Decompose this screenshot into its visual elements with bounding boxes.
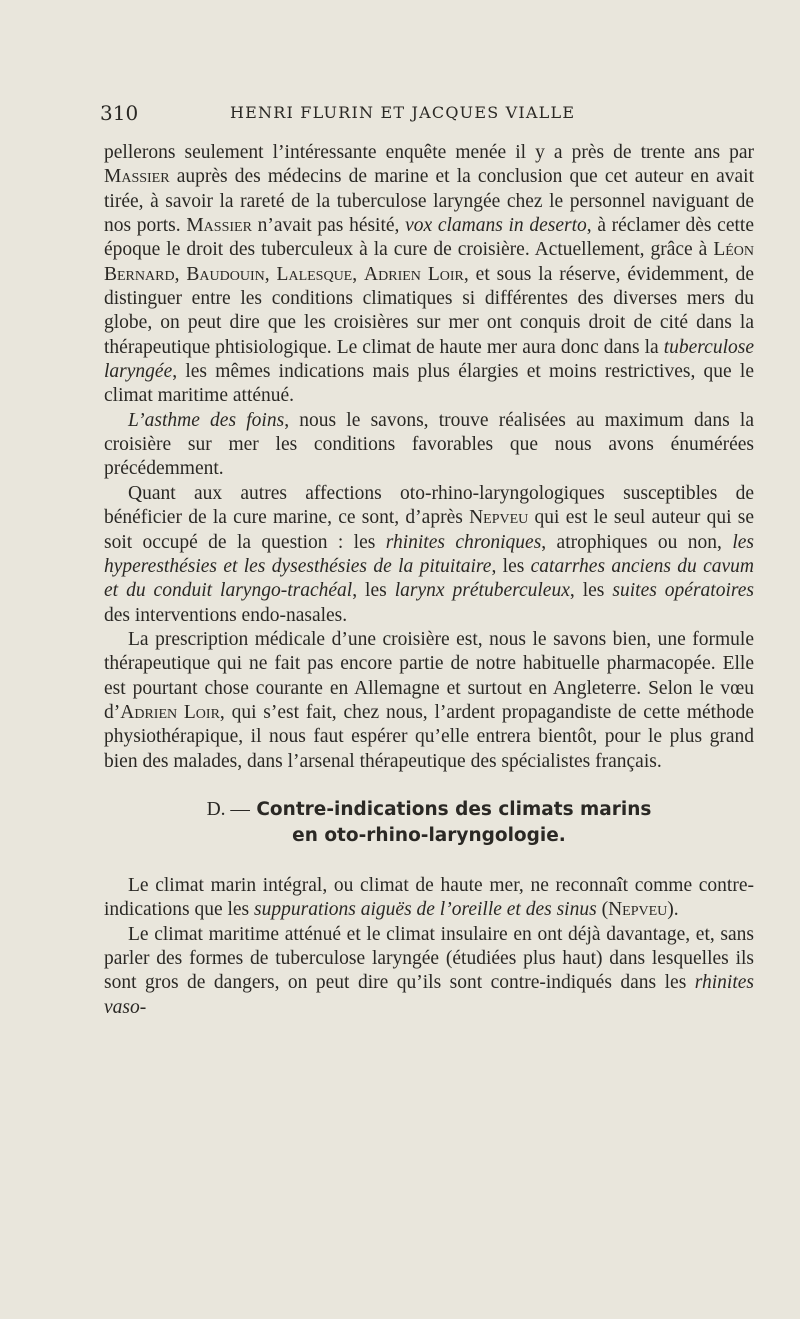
page-number: 310	[100, 101, 139, 125]
italic-term: catarrhes anciens du cavum et du conduit laryngo-trachéal	[104, 555, 754, 602]
author-name: Nepveu	[608, 899, 668, 921]
italic-term: tuberculose laryngée	[104, 336, 754, 383]
section-heading-line-1	[104, 797, 754, 823]
text: , qui s’est fait, chez nous, l’ardent propagandiste de cette méthode physiothérapique, il nous faut espérer qu’elle entrera bientôt, pour le plus grand bien des malades, dans l’arsenal thérapeutique des spécialistes français.	[104, 701, 754, 772]
italic-term: rhinites chroniques	[385, 531, 542, 553]
author-name: Adrien Loir	[364, 263, 464, 285]
section-title: Contre-indications des climats marins	[256, 798, 652, 820]
text: qui est le seul auteur qui se soit occupé de la question : les	[104, 507, 754, 553]
text: (	[596, 899, 609, 921]
author-name: Baudouin	[186, 263, 265, 285]
text: La prescription médicale d’une croisière est, nous le savons bien, une formule thérapeutique qui ne fait pas encore partie de notre habituelle pharmacopée. Elle est pourtant chose courante en Allemagne et surtout en Angleterre. Selon le vœu d’	[104, 628, 754, 723]
paragraph-prescription	[104, 628, 754, 774]
text: des interventions endo-nasales.	[104, 604, 348, 626]
author-name: Massier	[186, 215, 252, 237]
body-text	[104, 141, 754, 1020]
page-header	[100, 100, 755, 128]
text: , atrophiques ou non,	[541, 531, 733, 553]
text: n’avait pas hésité,	[251, 215, 406, 237]
text: ).	[667, 899, 679, 921]
text: , les	[569, 580, 613, 602]
italic-term: L’asthme des foins	[128, 409, 285, 431]
paragraph-attenuated-climate	[104, 923, 754, 1020]
author-name: Nepveu	[469, 507, 529, 529]
text: Le climat maritime atténué et le climat insulaire en ont déjà davantage, et, sans parler des formes de tuberculose laryngée (étudiées plus haut) dans lesquelles ils sont gros de dangers, on peut dire qu’ils sont contre-indiqués dans les	[104, 923, 754, 994]
author-name: Massier	[104, 166, 170, 188]
italic-term: suppurations aiguës de l’oreille et des sinus	[254, 899, 597, 921]
italic-term: rhinites vaso-	[104, 972, 754, 1018]
text: , nous le savons, trouve réalisées au maximum dans la croisière sur mer les conditions favorables que nous avons énumérées précédemment.	[104, 409, 754, 480]
paragraph-marine-climate	[104, 874, 754, 923]
text: Le climat marin intégral, ou climat de haute mer, ne reconnaît comme contre-indications que les	[104, 874, 754, 921]
text: , à réclamer dès cette époque le droit des tuberculeux à la cure de croisière. Actuellement, grâce à	[104, 215, 754, 261]
author-name: Adrien Loir	[120, 701, 220, 723]
text: ,	[264, 263, 277, 285]
text: , les	[491, 555, 531, 577]
section-heading	[104, 797, 754, 849]
italic-term: les hyperesthésies et les dysesthésies de la pituitaire	[104, 531, 754, 577]
italic-term: larynx prétuberculeux	[394, 580, 570, 602]
running-title: HENRI FLURIN ET JACQUES VIALLE	[230, 103, 576, 122]
text: ,	[174, 263, 187, 285]
italic-term: suites opératoires	[612, 580, 754, 602]
text: , et sous la réserve, évidemment, de distinguer entre les conditions climatiques si différentes des diverses mers du globe, on peut dire que les croisières sur mer ont conquis droit de cité dans la thérapeutique phtisiologique. Le climat de haute mer aura donc dans la	[104, 263, 754, 358]
text: , les	[352, 580, 395, 602]
section-heading-line-2: en oto-rhino-laryngologie.	[292, 824, 566, 846]
section-label: D. —	[206, 798, 250, 820]
latin-phrase: vox clamans in deserto	[405, 215, 587, 237]
paragraph-other-affections	[104, 482, 754, 628]
text: auprès des médecins de marine et la conclusion que cet auteur en avait tirée, à savoir la rareté de la tuberculose laryngée chez le personnel naviguant de nos ports.	[104, 166, 754, 237]
text: Quant aux autres affections oto-rhino-laryngologiques susceptibles de bénéficier de la cure marine, ce sont, d’après	[104, 482, 754, 529]
text: , les mêmes indications mais plus élargies et moins restrictives, que le climat maritime atténué.	[104, 361, 754, 407]
paragraph-continuation	[104, 141, 754, 409]
text: ,	[352, 263, 365, 285]
paragraph-asthma	[104, 409, 754, 482]
author-name: Lalesque	[276, 263, 353, 285]
text: pellerons seulement l’intéressante enquête menée il y a près de trente ans par	[104, 142, 754, 163]
author-name: Léon Bernard	[104, 239, 754, 285]
